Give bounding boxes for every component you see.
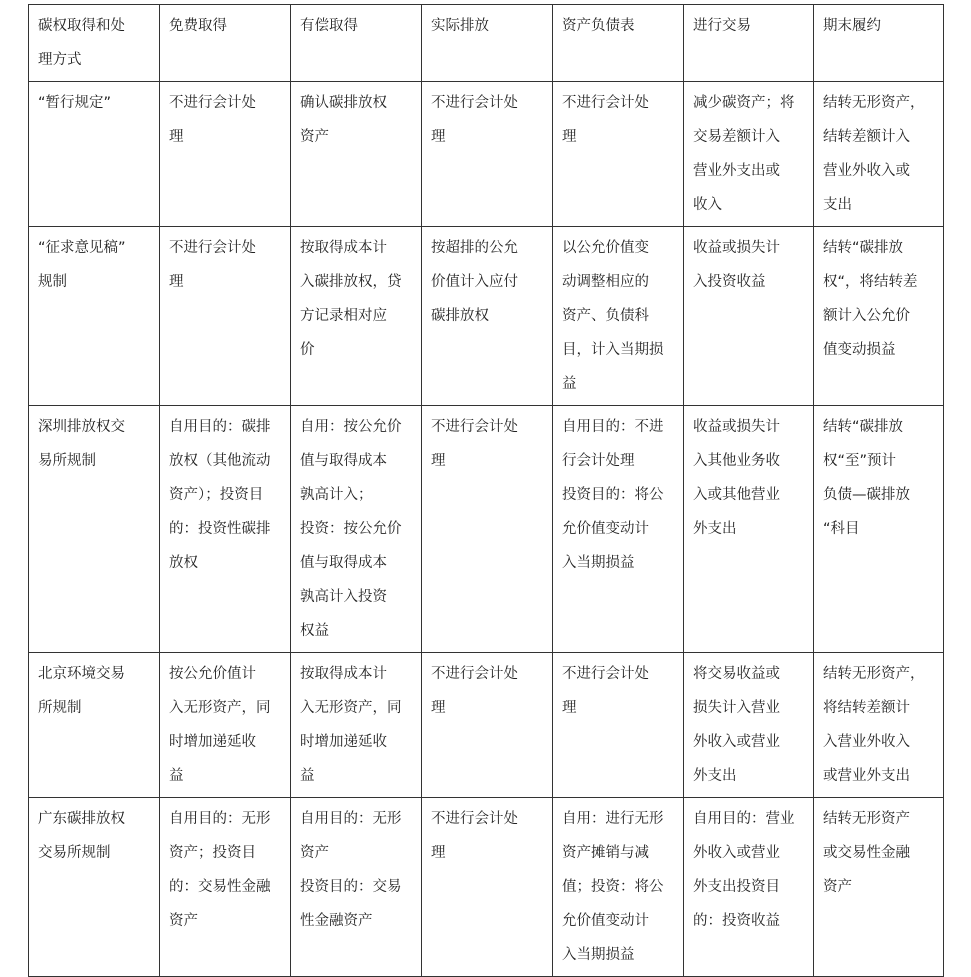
table-cell: 按取得成本计 入碳排放权，贷 方记录相对应 价	[291, 227, 422, 406]
header-cell-free-acquisition: 免费取得	[160, 5, 291, 82]
table-cell: 自用目的：无形 资产；投资目 的：交易性金融 资产	[160, 798, 291, 977]
table-cell: 减少碳资产；将 交易差额计入 营业外支出或 收入	[684, 82, 814, 227]
header-cell-paid-acquisition: 有偿取得	[291, 5, 422, 82]
header-cell-method: 碳权取得和处 理方式	[29, 5, 160, 82]
table-cell: 确认碳排放权 资产	[291, 82, 422, 227]
header-cell-actual-emission: 实际排放	[422, 5, 553, 82]
table-cell: 以公允价值变 动调整相应的 资产、负债科 目，计入当期损 益	[553, 227, 684, 406]
table-row	[29, 227, 944, 406]
header-cell-trading: 进行交易	[684, 5, 814, 82]
table-cell: 不进行会计处 理	[160, 227, 291, 406]
table-cell: 收益或损失计 入其他业务收 入或其他营业 外支出	[684, 406, 814, 653]
table-cell: 自用：进行无形 资产摊销与减 值；投资：将公 允价值变动计 入当期损益	[553, 798, 684, 977]
table-cell: 按超排的公允 价值计入应付 碳排放权	[422, 227, 553, 406]
table-cell: 收益或损失计 入投资收益	[684, 227, 814, 406]
table-cell: 深圳排放权交 易所规制	[29, 406, 160, 653]
table-cell: 自用：按公允价 值与取得成本 孰高计入； 投资：按公允价 值与取得成本 孰高计入投资 权益	[291, 406, 422, 653]
table-cell: “暂行规定”	[29, 82, 160, 227]
table-row	[29, 653, 944, 798]
table-cell: 不进行会计处 理	[422, 406, 553, 653]
header-cell-balance-sheet: 资产负债表	[553, 5, 684, 82]
table-row	[29, 82, 944, 227]
table-cell: 结转无形资产， 结转差额计入 营业外收入或 支出	[814, 82, 944, 227]
table-row	[29, 798, 944, 977]
table-cell: 结转无形资产， 将结转差额计 入营业外收入 或营业外支出	[814, 653, 944, 798]
table-cell: 自用目的：不进 行会计处理 投资目的：将公 允价值变动计 入当期损益	[553, 406, 684, 653]
table-cell: 按取得成本计 入无形资产，同 时增加递延收 益	[291, 653, 422, 798]
table-row	[29, 406, 944, 653]
table-cell: 不进行会计处 理	[422, 82, 553, 227]
table-cell: 不进行会计处 理	[553, 82, 684, 227]
table-cell: 结转无形资产 或交易性金融 资产	[814, 798, 944, 977]
carbon-accounting-comparison-table	[28, 4, 944, 977]
table-cell: 自用目的：碳排 放权（其他流动 资产）；投资目 的：投资性碳排 放权	[160, 406, 291, 653]
header-row	[29, 5, 944, 82]
table-cell: “征求意见稿” 规制	[29, 227, 160, 406]
table-cell: 不进行会计处 理	[422, 798, 553, 977]
table-cell: 按公允价值计 入无形资产，同 时增加递延收 益	[160, 653, 291, 798]
table-cell: 广东碳排放权 交易所规制	[29, 798, 160, 977]
table-cell: 结转“碳排放 权“至”预计 负债—碳排放 “科目	[814, 406, 944, 653]
table-cell: 不进行会计处 理	[553, 653, 684, 798]
table-cell: 将交易收益或 损失计入营业 外收入或营业 外支出	[684, 653, 814, 798]
table-cell: 自用目的：营业 外收入或营业 外支出投资目 的：投资收益	[684, 798, 814, 977]
table-cell: 不进行会计处 理	[160, 82, 291, 227]
table-cell: 自用目的：无形 资产 投资目的：交易 性金融资产	[291, 798, 422, 977]
table-cell: 北京环境交易 所规制	[29, 653, 160, 798]
header-cell-period-end-compliance: 期末履约	[814, 5, 944, 82]
table-cell: 不进行会计处 理	[422, 653, 553, 798]
table-cell: 结转“碳排放 权“，将结转差 额计入公允价 值变动损益	[814, 227, 944, 406]
comparison-table-container	[28, 4, 944, 977]
